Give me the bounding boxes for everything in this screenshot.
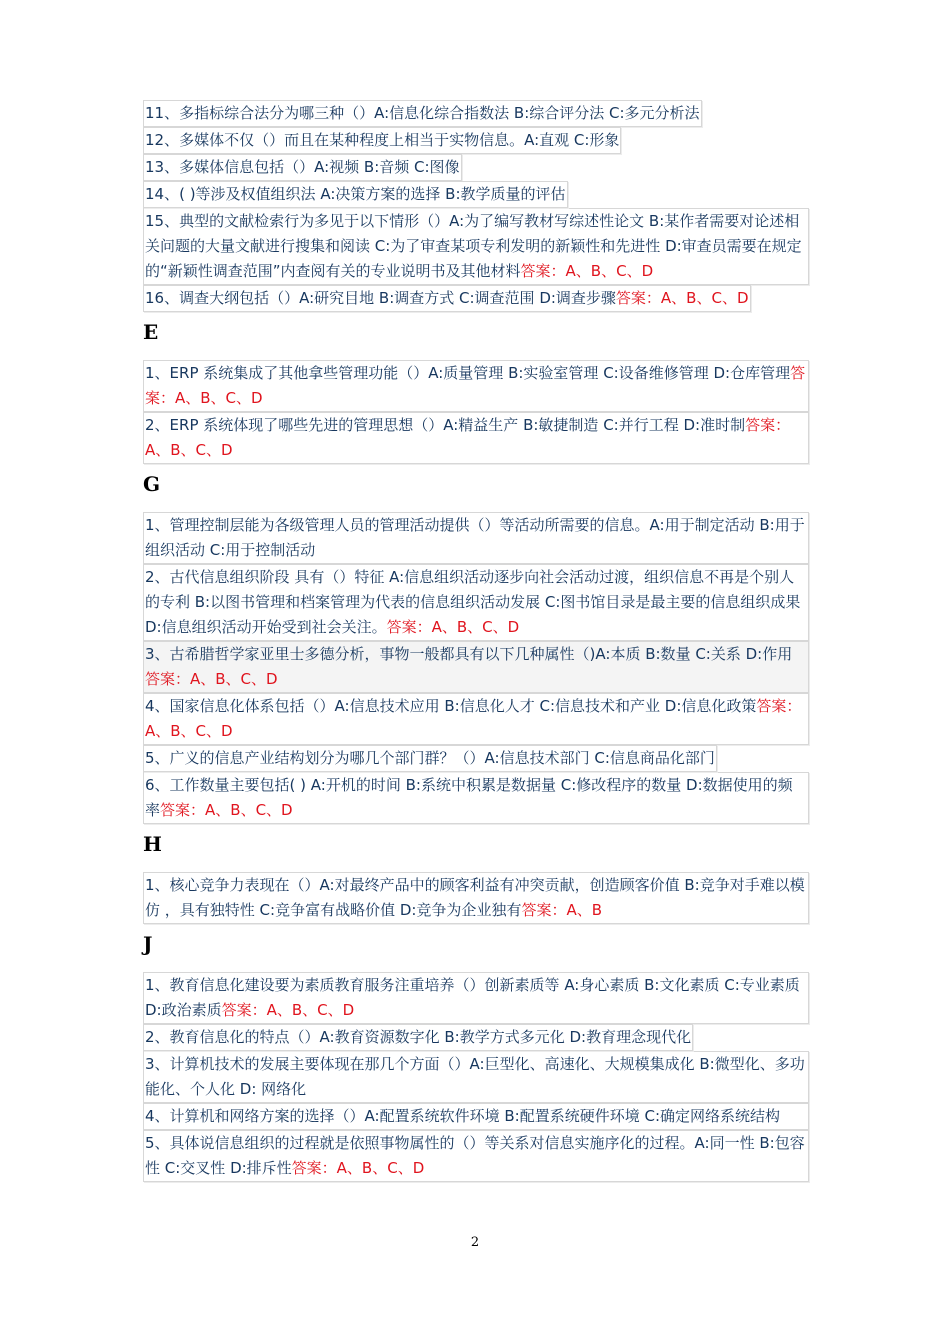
question-11	[143, 100, 702, 127]
question-g4	[143, 693, 809, 745]
question-text: 6、工作数量主要包括( ) A:开机的时间 B:系统中积累是数据量 C:修改程序的数量 D:数据使用的频率	[145, 776, 793, 819]
question-text: 1、核心竞争力表现在（）A:对最终产品中的顾客利益有冲突贡献，创造顾客价值 B:竞争对手难以模仿 ，具有独特性 C:竞争富有战略价值 D:竞争为企业独有	[145, 876, 805, 919]
question-g6	[143, 772, 809, 824]
question-text: 11、多指标综合法分为哪三种（）A:信息化综合指数法 B:综合评分法 C:多元分析法	[145, 104, 700, 122]
question-text: 5、具体说信息组织的过程就是依照事物属性的（）等关系对信息实施序化的过程。A:同一性 B:包容性 C:交叉性 D:排斥性	[145, 1134, 805, 1177]
question-j2	[143, 1024, 693, 1051]
question-text: 13、多媒体信息包括（）A:视频 B:音频 C:图像	[145, 158, 460, 176]
question-text: 3、古希腊哲学家亚里士多德分析，事物一般都具有以下几种属性（)A:本质 B:数量 C:关系 D:作用	[145, 645, 793, 663]
answer-text: 答案：A、B、C、D	[145, 697, 802, 740]
question-text: 1、教育信息化建设要为素质教育服务注重培养（）创新素质等 A:身心素质 B:文化素质 C:专业素质 D:政治素质	[145, 976, 800, 1019]
answer-text: 答案：A、B、C、D	[160, 801, 293, 819]
question-j4	[143, 1103, 809, 1130]
question-text: 15、典型的文献检索行为多见于以下情形（）A:为了编写教材写综述性论文 B:某作者需要对论述相关问题的大量文献进行搜集和阅读 C:为了审查某项专利发明的新颖性和先进性 D:审查员需要在规定的“新颖性调查范围”内查阅有关的专业说明书及其他材料	[145, 212, 802, 280]
question-text: 5、广义的信息产业结构划分为哪几个部门群？（）A:信息技术部门 C:信息商品化部门	[145, 749, 715, 767]
question-j1	[143, 972, 809, 1024]
question-text: 16、调查大纲包括（）A:研究目地 B:调查方式 C:调查范围 D:调查步骤	[145, 289, 616, 307]
question-text: 12、多媒体不仅（）而且在某种程度上相当于实物信息。A:直观 C:形象	[145, 131, 620, 149]
question-h1	[143, 872, 809, 924]
question-e1	[143, 360, 809, 412]
page-number: 2	[470, 1235, 480, 1250]
question-j3	[143, 1051, 809, 1103]
question-e2	[143, 412, 809, 464]
section-heading-j: J	[143, 932, 153, 956]
answer-text: 答案：A、B、C、D	[145, 670, 278, 688]
question-g1	[143, 512, 809, 564]
question-text: 1、ERP 系统集成了其他拿些管理功能（）A:质量管理 B:实验室管理 C:设备维修管理 D:仓库管理	[145, 364, 791, 382]
answer-text: 答案：A、B、C、D	[520, 262, 654, 280]
question-text: 3、计算机技术的发展主要体现在那几个方面（）A:巨型化、高速化、大规模集成化 B:微型化、多功能化、个人化 D: 网络化	[145, 1055, 805, 1098]
question-16	[143, 285, 751, 312]
answer-text: 答案：A、B、C、D	[615, 289, 749, 307]
question-text: 2、教育信息化的特点（）A:教育资源数字化 B:教学方式多元化 D:教育理念现代化	[145, 1028, 692, 1046]
question-j5	[143, 1130, 809, 1182]
answer-text: 答案：A、B、C、D	[386, 618, 520, 636]
section-heading-h: H	[143, 832, 162, 856]
question-list	[143, 100, 809, 1182]
question-13	[143, 154, 462, 181]
question-g3	[143, 641, 809, 693]
question-text: 2、ERP 系统体现了哪些先进的管理思想（）A:精益生产 B:敏捷制造 C:并行工程 D:准时制	[145, 416, 746, 434]
question-text: 1、管理控制层能为各级管理人员的管理活动提供（）等活动所需要的信息。A:用于制定活动 B:用于组织活动 C:用于控制活动	[145, 516, 805, 559]
question-text: 4、国家信息化体系包括（）A:信息技术应用 B:信息化人才 C:信息技术和产业 D:信息化政策	[145, 697, 757, 715]
answer-text: 答案：A、B、C、D	[145, 416, 791, 459]
question-12	[143, 127, 621, 154]
answer-text: 答案：A、B、C、D	[145, 364, 806, 407]
section-heading-g: G	[143, 472, 161, 496]
section-heading-e: E	[143, 320, 159, 344]
question-g5	[143, 745, 717, 772]
question-14	[143, 181, 568, 208]
answer-text: 答案：A、B	[521, 901, 603, 919]
answer-text: 答案：A、B、C、D	[221, 1001, 355, 1019]
answer-text: 答案：A、B、C、D	[291, 1159, 425, 1177]
question-text: 4、计算机和网络方案的选择（）A:配置系统软件环境 B:配置系统硬件环境 C:确定网络系统结构	[145, 1107, 781, 1125]
question-text: 14、( )等涉及权值组织法 A:决策方案的选择 B:教学质量的评估	[145, 185, 566, 203]
question-text: 2、古代信息组织阶段 具有（）特征 A:信息组织活动逐步向社会活动过渡，组织信息不再是个别人的专利 B:以图书管理和档案管理为代表的信息组织活动发展 C:图书馆目录是最主要的信息组织成果 D:信息组织活动开始受到社会关注。	[145, 568, 801, 636]
question-g2	[143, 564, 809, 641]
question-15	[143, 208, 809, 285]
